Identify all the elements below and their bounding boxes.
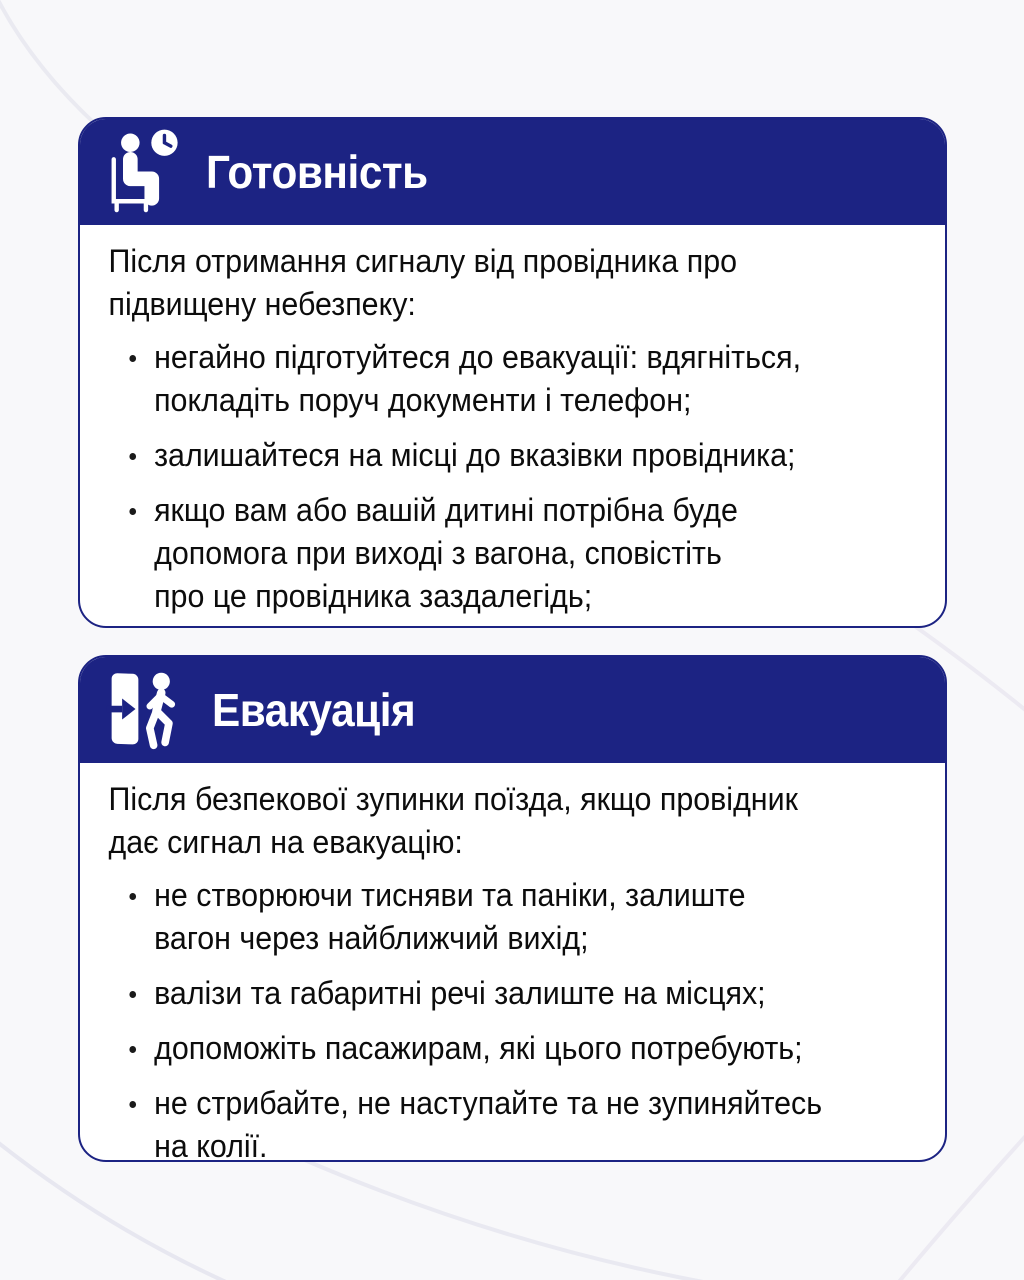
evacuation-intro bbox=[109, 778, 948, 864]
card-readiness-body bbox=[80, 225, 947, 618]
exit-door-walking-person-icon bbox=[104, 668, 188, 752]
card-readiness bbox=[78, 117, 947, 628]
evacuation-bullet-list bbox=[109, 874, 948, 1162]
bullet-dot bbox=[129, 453, 136, 460]
readiness-bullet-list bbox=[109, 336, 948, 618]
readiness-intro bbox=[109, 240, 948, 326]
intro-line: Після безпекової зупинки поїзда, якщо провідник bbox=[108, 781, 798, 817]
bullet-text: допоможіть пасажирам, які цього потребують; bbox=[154, 1030, 803, 1066]
seated-passenger-with-clock-icon bbox=[104, 128, 182, 216]
bullet-text: не стрибайте, не наступайте та не зупиняйтесь на колії. bbox=[154, 1085, 823, 1162]
list-item bbox=[109, 1027, 948, 1070]
intro-line: підвищену небезпеку: bbox=[108, 286, 416, 322]
list-item bbox=[109, 874, 948, 960]
card-readiness-header bbox=[80, 119, 945, 225]
list-item bbox=[109, 972, 948, 1015]
bullet-text: якщо вам або вашій дитині потрібна буде допомога при виході з вагона, сповістіть про це провідника заздалегідь; bbox=[154, 492, 738, 614]
bullet-dot bbox=[129, 508, 136, 515]
bullet-text: валізи та габаритні речі залиште на місцях; bbox=[154, 975, 766, 1011]
bullet-dot bbox=[129, 1101, 136, 1108]
card-title-evacuation: Евакуація bbox=[212, 684, 416, 736]
list-item bbox=[109, 489, 948, 618]
bullet-dot bbox=[129, 991, 136, 998]
bullet-text: негайно підготуйтеся до евакуації: вдягніться, покладіть поруч документи і телефон; bbox=[154, 339, 802, 418]
card-evacuation bbox=[78, 655, 947, 1162]
intro-line: Після отримання сигналу від провідника про bbox=[108, 243, 738, 279]
bullet-text: залишайтеся на місці до вказівки провідника; bbox=[154, 437, 796, 473]
card-evacuation-header bbox=[80, 657, 945, 763]
card-title-readiness: Готовність bbox=[206, 146, 428, 198]
list-item bbox=[109, 1082, 948, 1162]
bullet-dot bbox=[129, 1046, 136, 1053]
card-evacuation-body bbox=[80, 763, 947, 1162]
bullet-text: не створюючи тисняви та паніки, залиште вагон через найближчий вихід; bbox=[154, 877, 746, 956]
list-item bbox=[109, 336, 948, 422]
list-item bbox=[109, 434, 948, 477]
bullet-dot bbox=[129, 893, 136, 900]
intro-line: дає сигнал на евакуацію: bbox=[108, 824, 463, 860]
bullet-dot bbox=[129, 355, 136, 362]
